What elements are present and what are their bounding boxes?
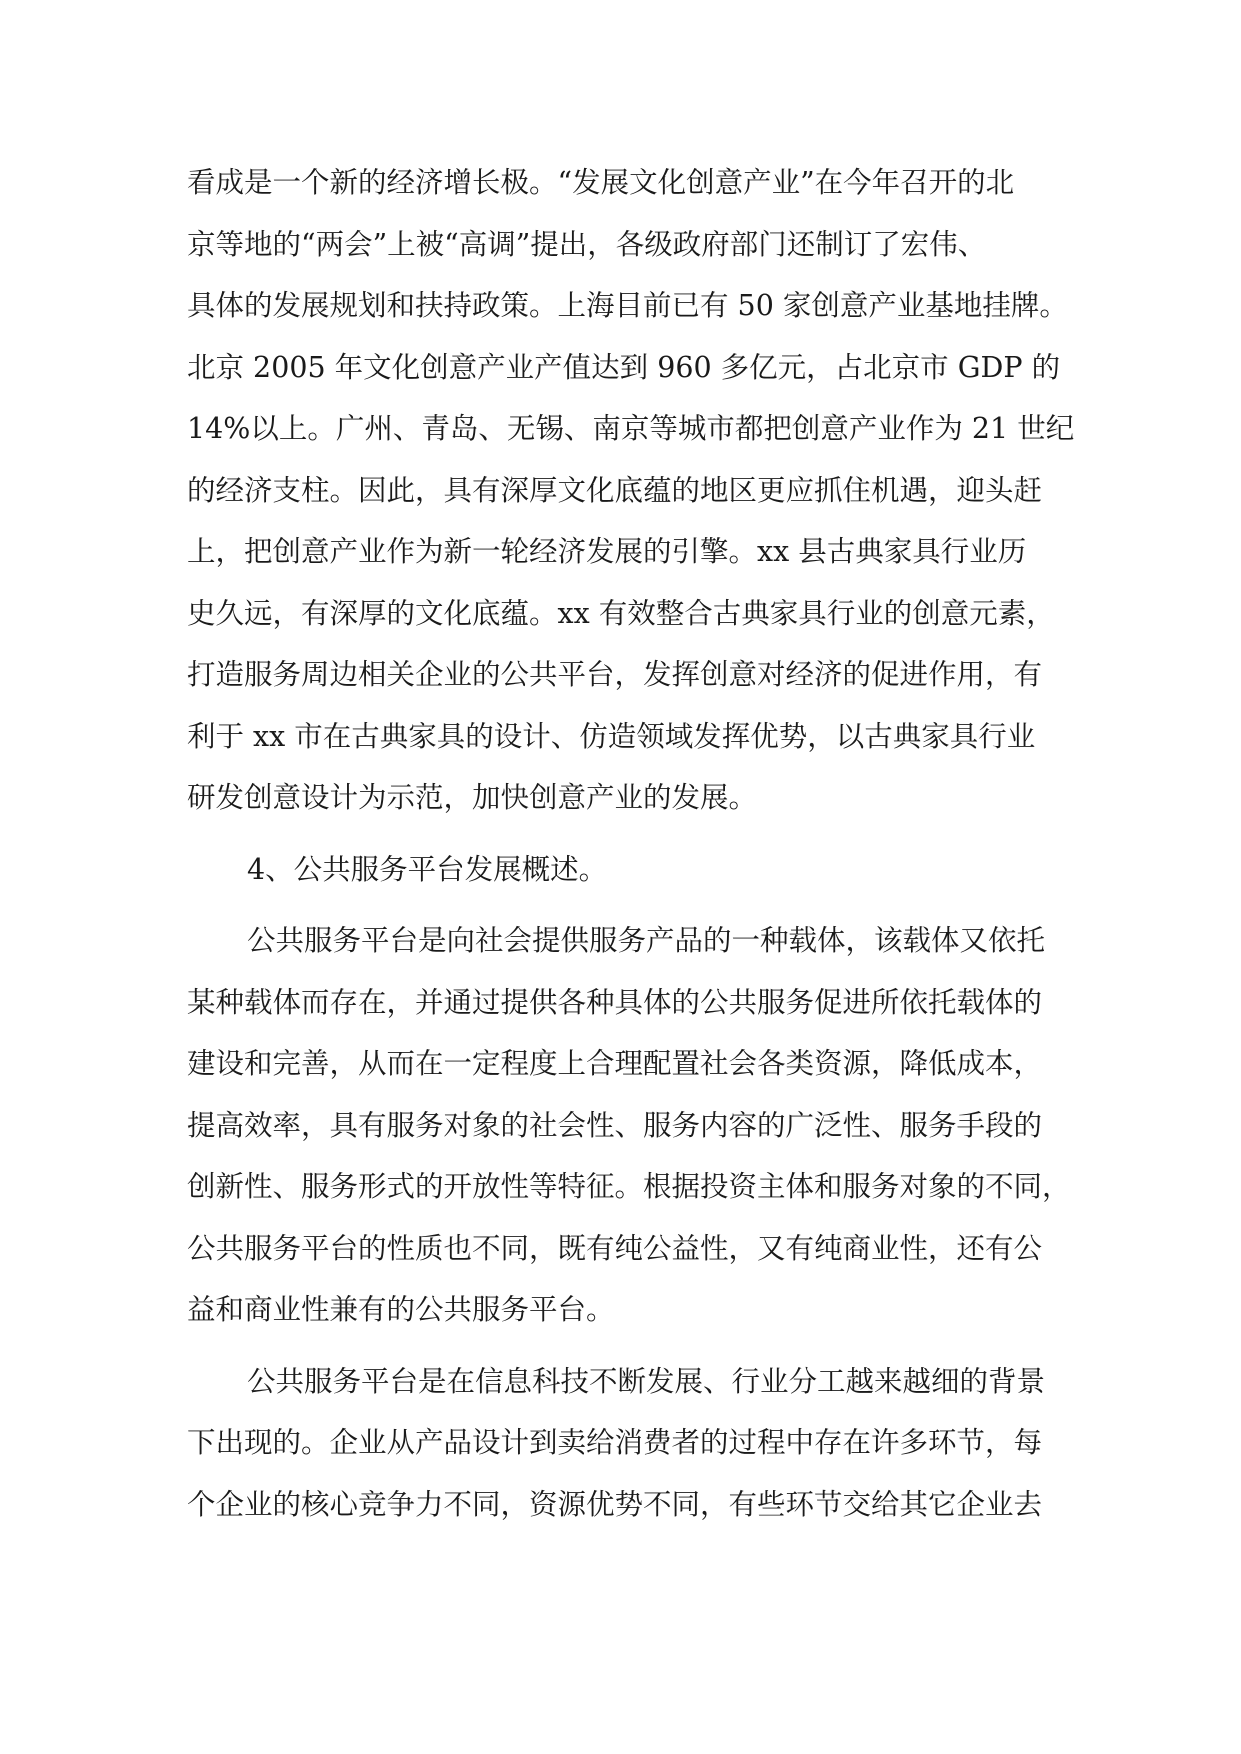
text-line: 14%以上。广州、青岛、无锡、南京等城市都把创意产业作为 21 世纪 [187,412,1075,445]
text-line: 下出现的。企业从产品设计到卖给消费者的过程中存在许多环节，每 [187,1426,1043,1459]
text-line: 个企业的核心竞争力不同，资源优势不同，有些环节交给其它企业去 [187,1487,1043,1521]
text-line: 看成是一个新的经济增长极。“发展文化创意产业”在今年召开的北 [187,166,1015,199]
text-line: 建设和完善，从而在一定程度上合理配置社会各类资源，降低成本， [187,1047,1043,1080]
text-line: 益和商业性兼有的公共服务平台。 [187,1293,615,1326]
section-heading: 4、公共服务平台发展概述。 [247,852,608,886]
text-line: 京等地的“两会”上被“高调”提出，各级政府部门还制订了宏伟、 [187,227,987,261]
text-line: 具体的发展规划和扶持政策。上海目前已有 50 家创意产业基地挂牌。 [187,289,1068,322]
text-line: 北京 2005 年文化创意产业产值达到 960 多亿元，占北京市 GDP 的 [187,350,1061,384]
text-line: 研发创意设计为示范，加快创意产业的发展。 [187,781,758,814]
paragraph-first-line: 公共服务平台是向社会提供服务产品的一种载体，该载体又依托 [247,924,1046,957]
text-line: 利于 xx 市在古典家具的设计、仿造领域发挥优势，以古典家具行业 [187,719,1036,753]
document-body [187,152,1075,1535]
paragraph-first-line: 公共服务平台是在信息科技不断发展、行业分工越来越细的背景 [247,1364,1046,1398]
text-line: 公共服务平台的性质也不同，既有纯公益性，又有纯商业性，还有公 [187,1231,1043,1265]
text-line: 上，把创意产业作为新一轮经济发展的引擎。xx 县古典家具行业历 [187,535,1027,568]
text-line: 提高效率，具有服务对象的社会性、服务内容的广泛性、服务手段的 [187,1108,1043,1142]
text-line: 打造服务周边相关企业的公共平台，发挥创意对经济的促进作用，有 [187,658,1043,691]
text-line: 某种载体而存在，并通过提供各种具体的公共服务促进所依托载体的 [187,985,1043,1019]
text-line: 史久远，有深厚的文化底蕴。xx 有效整合古典家具行业的创意元素， [187,596,1055,630]
text-line: 创新性、服务形式的开放性等特征。根据投资主体和服务对象的不同， [187,1170,1071,1203]
text-line: 的经济支柱。因此，具有深厚文化底蕴的地区更应抓住机遇，迎头赶 [187,473,1043,507]
